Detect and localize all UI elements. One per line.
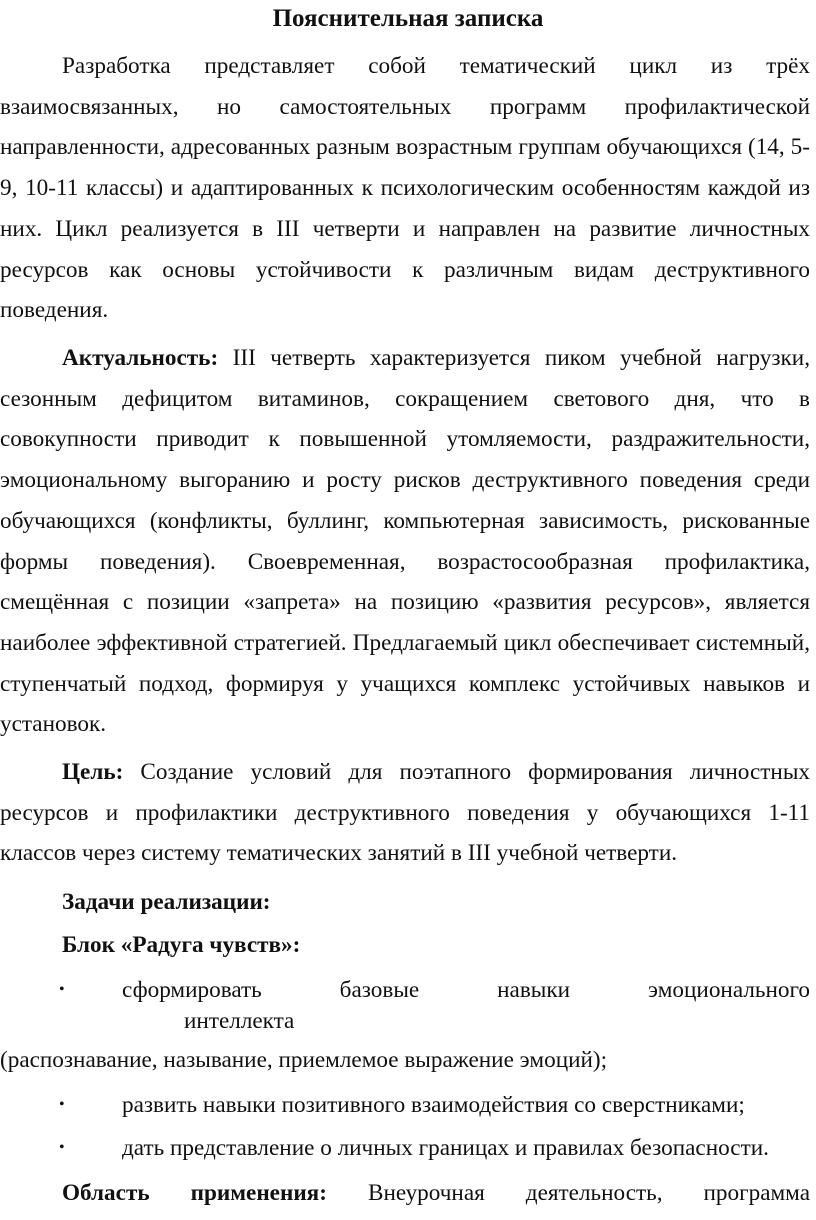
bullet-text: дать представление о личных границах и правилах безопасности. [122,1135,769,1161]
goal-label: Цель: [62,759,124,785]
relevance-label: Актуальность: [62,345,219,371]
document-title: Пояснительная записка [272,5,544,32]
block-heading: Блок «Радуга чувств»: [62,932,301,958]
scope-label: Область применения: [62,1180,327,1206]
bullet-continuation: (распознавание, называние, приемлемое выражение эмоций); [0,1047,608,1073]
relevance-text: III четверть характеризуется пиком учебной нагрузки, сезонным дефицитом витаминов, сокращением светового дня, что в совокупности приводит к повышенной утомляемости, раздражительности, эмоциональному выгоранию и росту рисков деструктивного поведения среди обучающихся (конфликты, буллинг, компьютерная зависимость, рискованные формы поведения). Своевременная, возрастосообразная профилактика, смещённая с позиции «запрета» на позицию «развития ресурсов», является наиболее эффективной стратегией. Предлагаемый цикл обеспечивает системный, ступенчатый подход, формируя у учащихся комплекс устойчивых навыков и установок. [0,345,810,738]
bullet-icon: • [59,981,65,998]
bullet-text: развить навыки позитивного взаимодействия со сверстниками; [122,1092,745,1118]
bullet-icon: • [59,1139,65,1156]
scope-text: Внеурочная деятельность, программа [326,1180,810,1206]
goal-paragraph [0,752,816,874]
bullet-text: сформировать базовые навыки эмоционального [122,977,810,1003]
bullet-icon: • [59,1096,65,1113]
intro-paragraph: Разработка представляет собой тематический цикл из трёх взаимосвязанных, но самостоятельных программ профилактической направленности, адресованных разным возрастным группам обучающихся (14, 5-9, 10-11 классы) и адаптированных к психологическим особенностям каждой из них. Цикл реализуется в III четверти и направлен на развитие личностных ресурсов как основы устойчивости к различным видам деструктивного поведения. [0,53,810,324]
bullet-continuation: интеллекта [184,1008,295,1034]
relevance-paragraph [0,338,816,745]
goal-text: Создание условий для поэтапного формирования личностных ресурсов и профилактики деструктивного поведения у обучающихся 1-11 классов через систему тематических занятий в III учебной четверти. [0,759,810,867]
tasks-heading: Задачи реализации: [62,889,271,915]
scope-paragraph [62,1178,810,1208]
